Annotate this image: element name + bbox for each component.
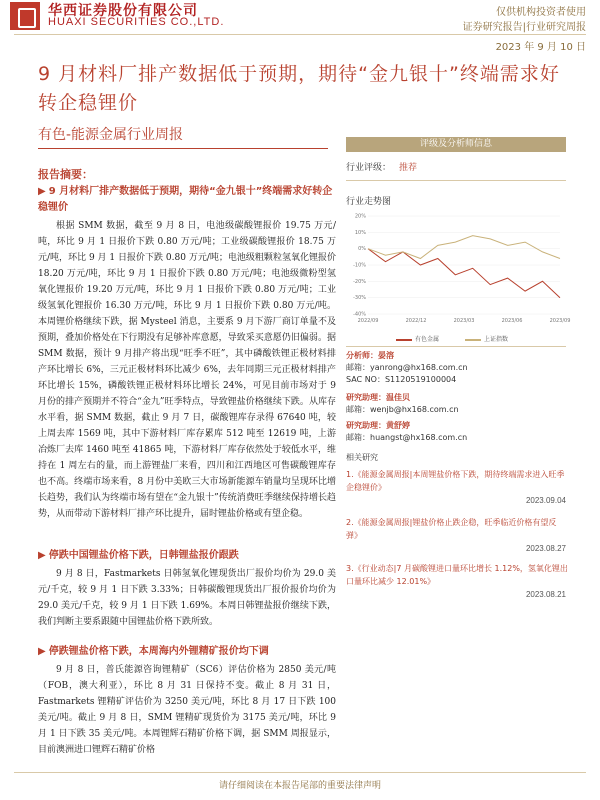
report-title: 9 月材料厂排产数据低于预期，期待“金九银十”终端需求好转企稳锂价 [38, 63, 560, 114]
related-research-label: 相关研究 [346, 453, 378, 462]
triangle-bullet-icon: ▶ [38, 646, 46, 657]
related-item-1[interactable]: 1.《能源金属周报|本周锂盐价格下跌，期待终端需求进入旺季企稳锂价》 [346, 470, 565, 492]
summary-label: 报告摘要： [38, 168, 93, 181]
x-tick-label: 2022/12 [405, 318, 427, 324]
section-heading-1 [38, 184, 338, 216]
x-tick-label: 2022/09 [357, 318, 379, 324]
x-tick-label: 2023/06 [501, 318, 523, 324]
report-date: 2023 年 9 月 10 日 [495, 42, 586, 53]
chart-legend [390, 334, 508, 343]
brand-name-en: HUAXI SECURITIES CO.,LTD. [48, 16, 225, 28]
legend-label-1: 有色金属 [415, 336, 440, 343]
analyst-role: 研究助理：黄舒婷 [346, 421, 410, 430]
analyst-sac: SAC NO：S1120519100004 [346, 375, 457, 384]
y-tick-label: 10% [354, 229, 366, 236]
related-date-2: 2023.08.27 [525, 544, 566, 553]
related-item-2[interactable]: 2.《能源金属周报|锂盐价格止跌企稳，旺季临近价格有望反弹》 [346, 518, 557, 540]
section-heading-text: 停跌中国锂盐价格下跌，日韩锂盐报价跟跌 [48, 550, 239, 561]
analyst-block-2 [346, 392, 568, 416]
report-type: 证券研究报告|行业研究周报 [462, 22, 586, 33]
x-tick-label: 2023/03 [453, 318, 475, 324]
brand-name-cn: 华西证券股份有限公司 [48, 3, 198, 19]
triangle-bullet-icon: ▶ [38, 186, 46, 197]
analyst-email: 邮箱：wenjb@hx168.com.cn [346, 405, 459, 414]
triangle-bullet-icon: ▶ [38, 550, 46, 561]
analyst-email: 邮箱：yanrong@hx168.com.cn [346, 363, 468, 372]
related-date-3: 2023.08.21 [525, 590, 566, 599]
analyst-block-1 [346, 350, 568, 386]
y-tick-label: -20% [353, 278, 366, 285]
subtitle-divider [38, 148, 328, 149]
page-header [0, 0, 600, 52]
analyst-role: 研究助理：温佳贝 [346, 393, 410, 402]
y-tick-label: 0% [358, 246, 366, 253]
legend-swatch-2 [465, 339, 481, 341]
rating-analyst-tab: 评级及分析师信息 [346, 137, 566, 152]
huaxi-logo-icon [10, 2, 40, 30]
footer-divider [14, 772, 586, 773]
related-date-1: 2023.09.04 [525, 496, 566, 505]
header-divider [14, 34, 586, 35]
section-body-1: 根据 SMM 数据，截至 9 月 8 日，电池级碳酸锂报价 19.75 万元/吨，环比 9 月 1 日报价下跌 0.80 万元/吨；工业级碳酸锂报价 18.75 万元/吨，环比 9 月 1 日报价下跌 0.80 万元/吨；电池级粗颗粒氢氧化锂报价 18.20 万元/吨，环比 9 月 1 日报价下跌 0.80 万元/吨；电池级微粉型氢氧化锂报价 19.20 万元/吨，环比 9 月 1 日报价下跌 0.80 万元/吨；工业级氢氧化锂报价 16.30 万元/吨，环比 9 月 1 日报价下跌 0.80 万元/吨。本周锂价格继续下跌，据 Mysteel 消息，主要系 9 月下游厂商订单量不及预期，叠加价格处在下行期没有足够补库意愿，导致采买意愿仍旧偏弱。据 SMM 数据，预计 9 月排产将出现“旺季不旺”，其中磷酸铁锂正极材料排产环比增长 6%，三元正极材料环比减少 6%，去年同期三元正极材料排产环比增长 15%，磷酸铁锂正极材料环比增长 24%，可见目前市场对于 9 月份的排产预期并不符合“金九”旺季特点，导致锂盐价格继续下跌。从库存水平看，据 SMM 数据，截止 9 月 7 日，碳酸锂库存录得 67640 吨，较上周去库 1569 吨，其中下游材料厂库存累库 512 吨至 12619 吨，上游冶炼厂去库 1460 吨至 41865 吨，下游材料厂库存依然处于较低水平，维持在 1 周左右的量，而上游锂盐厂来看，四川和江西地区可售碳酸锂库存也不高。终端市场来看，8 月份中美欧三大市场新能源车销量均呈现环比增长趋势，我们认为终端市场有望在“金九银十”传统消费旺季继续保持增长趋势，从而带动下游材料厂排产环比提升，届时锂盐价格或有望企稳。 [38, 221, 336, 519]
y-tick-label: -40% [353, 311, 366, 318]
industry-trend-chart [346, 210, 571, 330]
section-heading-3 [38, 644, 338, 660]
chart-divider [346, 346, 566, 347]
analyst-email: 邮箱：huangst@hx168.com.cn [346, 433, 468, 442]
trend-chart-label: 行业走势图 [346, 197, 392, 207]
rating-divider [346, 180, 566, 181]
investor-note: 仅供机构投资者使用 [496, 7, 586, 18]
rating-value: 推荐 [399, 163, 418, 173]
y-tick-label: -10% [353, 262, 366, 269]
section-body-2: 9 月 8 日，Fastmarkets 日韩氢氧化锂现货出厂报价均价为 29.0 美元/千克，较 9 月 1 日下跌 3.33%；日韩碳酸锂现货出厂报价报价均价为 29.0 美元/千克，较 9 月 1 日下跌 1.69%。本周日韩锂盐报价继续下跌，我们判断主要系跟随中国锂盐价格下跌所致。 [38, 569, 336, 627]
legend-label-2: 上证指数 [483, 336, 508, 343]
legal-notice: 请仔细阅读在本报告尾部的重要法律声明 [218, 781, 381, 791]
x-tick-label: 2023/09 [549, 318, 571, 324]
related-item-3[interactable]: 3.《行业动态|7 月碳酸锂进口量环比增长 1.12%，氢氧化锂出口量环比减少 12.01%》 [346, 564, 568, 586]
report-subtitle: 有色-能源金属行业周报 [38, 127, 184, 143]
section-heading-2 [38, 548, 338, 564]
analyst-block-3 [346, 420, 568, 444]
section-heading-text: 停跌锂盐价格下跌，本周海内外锂精矿报价均下调 [48, 646, 269, 657]
series-line-1 [368, 249, 560, 298]
y-tick-label: 20% [354, 213, 366, 220]
section-body-3: 9 月 8 日，普氏能源咨询锂精矿（SC6）评估价格为 2850 美元/吨（FOB，澳大利亚），环比 8 月 31 日保持不变。截止 8 月 31 日，Fastmarkets 锂精矿评估价为 3250 美元/吨，环比 8 月 17 日下跌 100 美元/吨。截止 9 月 8 日，SMM 锂精矿现货价为 3175 美元/吨，环比 9 月 1 日下跌 35 美元/吨。本周锂辉石精矿价格下调，据 SMM 周报显示，目前澳洲进口锂辉石精矿价格 [38, 665, 336, 755]
rating-label: 行业评级： [346, 163, 392, 173]
y-tick-label: -30% [353, 295, 366, 302]
legend-swatch-1 [396, 339, 412, 341]
section-heading-text: 9 月材料厂排产数据低于预期，期待“金九银十”终端需求好转企稳锂价 [38, 186, 333, 213]
analyst-role: 分析师：晏溶 [346, 351, 394, 360]
industry-rating [346, 160, 417, 173]
